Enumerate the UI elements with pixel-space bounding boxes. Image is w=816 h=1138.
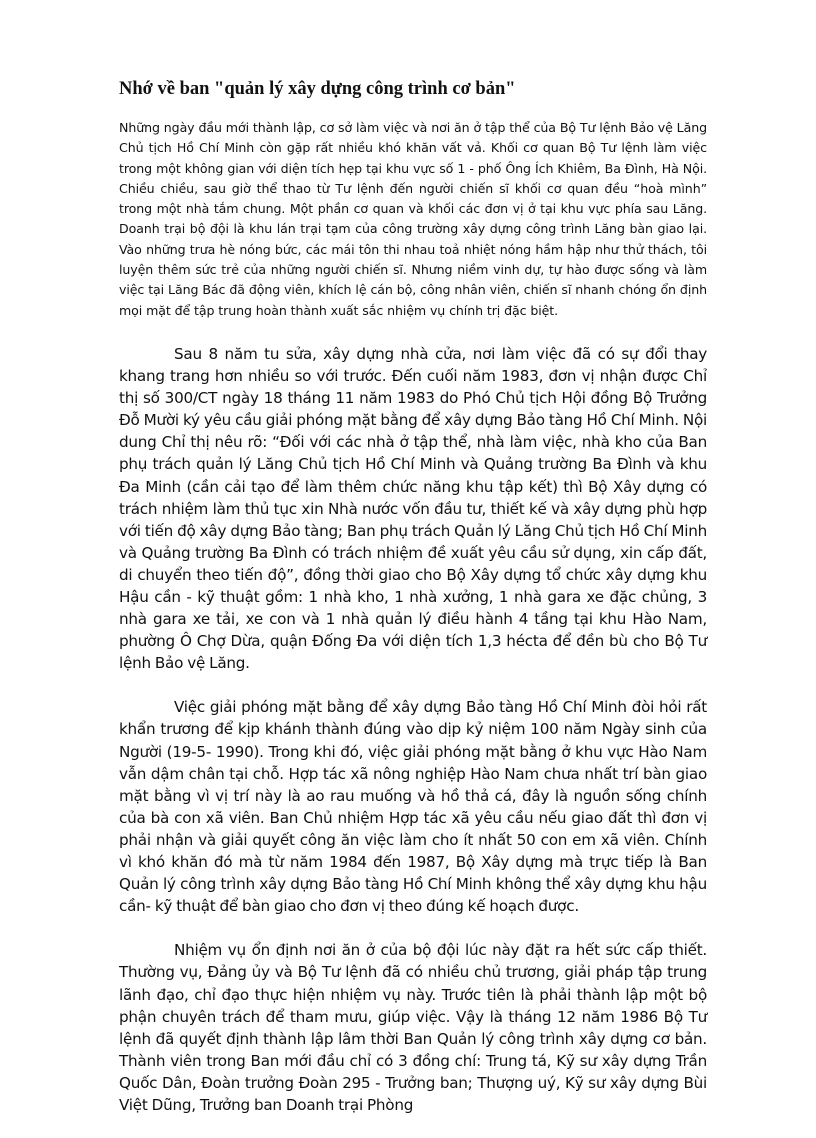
intro-paragraph: Những ngày đầu mới thành lập, cơ sở làm việc và nơi ăn ở tập thể của Bộ Tư lệnh Bảo vệ Lăng Chủ tịch Hồ Chí Minh còn gặp rất nhiều khó khăn vất vả. Khối cơ quan Bộ Tư lệnh làm việc trong một không gian với diện tích hẹp tại khu vực số 1 - phố Ông Ích Khiêm, Ba Đình, Hà Nội. Chiều chiều, sau giờ thể thao từ Tư lệnh đến người chiến sĩ khối cơ quan đều “hoà mình” trong một nhà tắm chung. Một phần cơ quan và khối các đơn vị ở tại khu vực phía sau Lăng. Doanh trại bộ đội là khu lán trại tạm của công trường xây dựng công trình Lăng bàn giao lại. Vào những trưa hè nóng bức, các mái tôn thi nhau toả nhiệt nóng hầm hập như thử thách, tôi luyện thêm sức trẻ của những người chiến sĩ. Nhưng niềm vinh dự, tự hào được sống và làm việc tại Lăng Bác đã động viên, khích lệ cán bộ, công nhân viên, chiến sĩ nhanh chóng ổn định mọi mặt để tập trung hoàn thành xuất sắc nhiệm vụ chính trị đặc biệt. (119, 120, 707, 318)
body-paragraph-2: Việc giải phóng mặt bằng để xây dựng Bảo tàng Hồ Chí Minh đòi hỏi rất khẩn trương để kịp khánh thành đúng vào dịp kỷ niệm 100 năm Ngày sinh của Người (19-5- 1990). Trong khi đó, việc giải phóng mặt bằng ở khu vực Hào Nam vẫn dậm chân tại chỗ. Hợp tác xã nông nghiệp Hào Nam chưa nhất trí bàn giao mặt bằng vì vị trí này là ao rau muống và hồ thả cá, đây là nguồn sống chính của bà con xã viên. Ban Chủ nhiệm Hợp tác xã yêu cầu nếu giao đất thì đơn vị phải nhận và giải quyết công ăn việc làm cho ít nhất 50 con em xã viên. Chính vì khó khăn đó mà từ năm 1984 đến 1987, Bộ Xây dựng mà trực tiếp là Ban Quản lý công trình xây dựng Bảo tàng Hồ Chí Minh không thể xây dựng khu hậu cần- kỹ thuật để bàn giao cho đơn vị theo đúng kế hoạch được. (119, 698, 707, 916)
document-title: Nhớ về ban "quản lý xây dựng công trình cơ bản" (119, 79, 516, 99)
body-paragraph-3: Nhiệm vụ ổn định nơi ăn ở của bộ đội lúc này đặt ra hết sức cấp thiết. Thường vụ, Đảng ủy và Bộ Tư lệnh đã có nhiều chủ trương, giải pháp tập trung lãnh đạo, chỉ đạo thực hiện nhiệm vụ này. Trước tiên là phải thành lập một bộ phận chuyên trách để tham mưu, giúp việc. Vậy là tháng 12 năm 1986 Bộ Tư lệnh đã quyết định thành lập lâm thời Ban Quản lý công trình xây dựng cơ bản. Thành viên trong Ban mới đầu chỉ có 3 đồng chí: Trung tá, Kỹ sư xây dựng Trần Quốc Dân, Đoàn trưởng Đoàn 295 - Trưởng ban; Thượng uý, Kỹ sư xây dựng Bùi Việt Dũng, Trưởng ban Doanh trại Phòng (119, 941, 707, 1114)
document-page (119, 78, 707, 1138)
body-paragraph-1: Sau 8 năm tu sửa, xây dựng nhà cửa, nơi làm việc đã có sự đổi thay khang trang hơn nhiều so với trước. Đến cuối năm 1983, đơn vị nhận được Chỉ thị số 300/CT ngày 18 tháng 11 năm 1983 do Phó Chủ tịch Hội đồng Bộ Trưởng Đỗ Mười ký yêu cầu giải phóng mặt bằng để xây dựng Bảo tàng Hồ Chí Minh. Nội dung Chỉ thị nêu rõ: “Đối với các nhà ở tập thể, nhà làm việc, nhà kho của Ban phụ trách quản lý Lăng Chủ tịch Hồ Chí Minh và Quảng trường Ba Đình và khu Đa Minh (cần cải tạo để làm thêm chức năng khu tập kết) thì Bộ Xây dựng có trách nhiệm làm thủ tục xin Nhà nước vốn đầu tư, thiết kế và xây dựng phù hợp với tiến độ xây dựng Bảo tàng; Ban phụ trách Quản lý Lăng Chủ tịch Hồ Chí Minh và Quảng trường Ba Đình có trách nhiệm đề xuất yêu cầu sử dụng, xin cấp đất, di chuyển theo tiến độ”, đồng thời giao cho Bộ Xây dựng tổ chức xây dựng khu Hậu cần - kỹ thuật gồm: 1 nhà kho, 1 nhà xưởng, 1 nhà gara xe đặc chủng, 3 nhà gara xe tải, xe con và 1 nhà quản lý điều hành 4 tầng tại khu Hào Nam, phường Ô Chợ Dừa, quận Đống Đa với diện tích 1,3 hécta để đền bù cho Bộ Tư lệnh Bảo vệ Lăng. (119, 344, 707, 673)
